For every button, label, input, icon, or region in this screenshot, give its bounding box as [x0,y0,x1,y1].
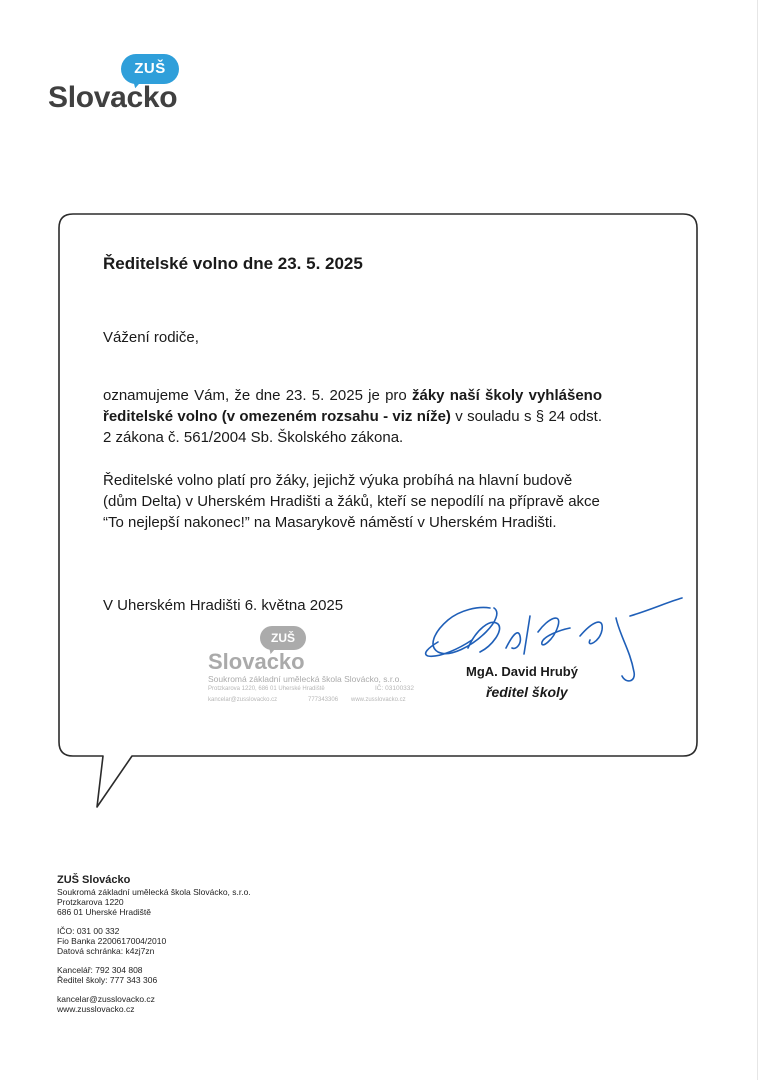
footer-web-link[interactable]: www.zusslovacko.cz [57,1004,135,1014]
page-edge-line [757,0,758,1080]
highlighted-announcement: žáky naší školy vyhlášeno ředitelské volno (v omezeném rozsahu - viz níže) [103,387,602,425]
logo-name: Slovacko [48,81,178,114]
place-and-date: V Uherském Hradišti 6. května 2025 [103,597,344,614]
footer-ico: IČO: 031 00 332 [57,926,120,936]
footer-director-phone: Ředitel školy: 777 343 306 [57,975,158,985]
footer-databox: Datová schránka: k4zj7zn [57,946,155,956]
letter-paragraph-2: Ředitelské volno platí pro žáky, jejichž výuka probíhá na hlavní budově (dům Delta) v Uherském Hradišti a žáků, kteří se nepodílí na přípravě akce “To nejlepší nakonec!” na Masarykově náměstí v Uherském Hradišti. [103,472,600,531]
footer-city: 686 01 Uherské Hradiště [57,907,152,917]
footer-org-name: ZUŠ Slovácko [57,874,131,886]
zus-slovacko-logo [48,50,188,120]
school-stamp: ZUŠ Slovacko Soukromá základní umělecká škola Slovácko, s.r.o. Protzkarova 1220, 686 01 Uherské Hradiště IČ: 03100332 kancelar@zusslovacko.cz 777343306 www.zusslovacko.cz [205,626,435,711]
signatory-name: MgA. David Hrubý [466,664,578,679]
signatory-role: ředitel školy [486,684,568,700]
footer-office-phone: Kancelář: 792 304 808 [57,965,143,975]
footer-contact-block [57,873,251,1014]
logo-badge-text: ZUŠ [134,60,166,77]
footer-street: Protzkarova 1220 [57,897,124,907]
footer-legal-name: Soukromá základní umělecká škola Slovácko, s.r.o. [57,887,251,897]
footer-bank: Fio Banka 2200617004/2010 [57,936,167,946]
letter-title: Ředitelské volno dne 23. 5. 2025 [103,254,363,273]
letter-greeting: Vážení rodiče, [103,329,199,346]
letter-paragraph-1: oznamujeme Vám, že dne 23. 5. 2025 je pro žáky naší školy vyhlášeno ředitelské volno (v omezeném rozsahu - viz níže) v souladu s § 24 odst. 2 zákona č. 561/2004 Sb. Školského zákona. [103,387,602,446]
footer-email-link[interactable]: kancelar@zusslovacko.cz [57,994,155,1004]
